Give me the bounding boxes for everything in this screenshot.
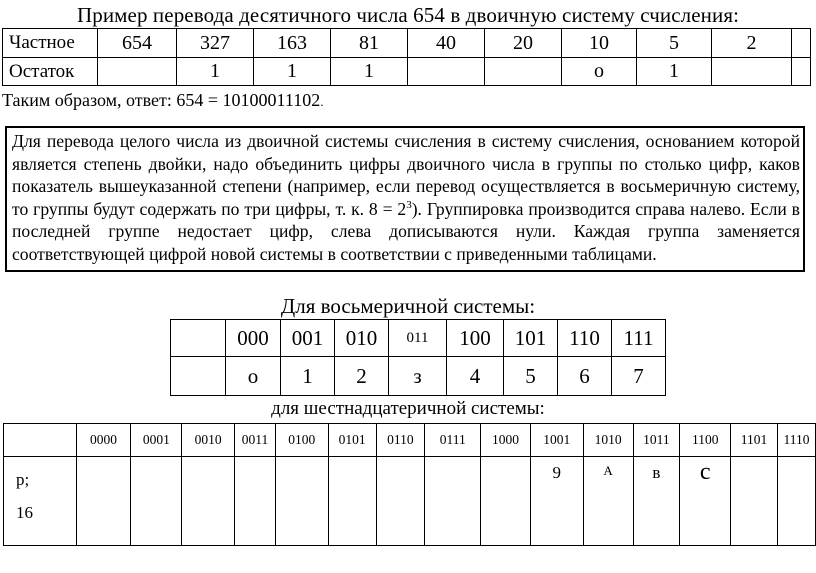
hex-heading: для шестнадцатеричной системы: — [271, 398, 545, 419]
answer-text: Таким образом, ответ: 654 = 10100011102 — [2, 90, 321, 110]
hex-digit-cell: с — [680, 457, 731, 546]
hex-label-line1: р; — [16, 470, 30, 489]
octal-label-cell — [171, 357, 226, 396]
hex-label-line2: 16 — [16, 503, 33, 522]
hex-digit-row — [4, 457, 816, 546]
remainder-cell — [485, 58, 562, 86]
octal-code-cell: 101 — [504, 320, 558, 357]
remainder-cell — [98, 58, 177, 86]
octal-digit-cell: 5 — [504, 357, 558, 396]
hex-digit-cell — [481, 457, 531, 546]
octal-digit-cell: 6 — [558, 357, 612, 396]
octal-digit-cell: з — [389, 357, 447, 396]
remainder-cell: о — [562, 58, 637, 86]
info-text-part2: ). Группировка производится справа налево. Если в последней группе недостает цифр, слева дописываются нули. Каждая группа заменяется соответствующей цифрой новой системы в соответствии с приведенными таблицами. — [12, 198, 800, 264]
division-table — [2, 28, 811, 86]
remainder-cell: 1 — [177, 58, 254, 86]
hex-code-cell: 1001 — [530, 424, 583, 457]
hex-code-cell: 0110 — [376, 424, 425, 457]
info-superscript: 3 — [406, 198, 412, 211]
hex-code-cell: 0001 — [131, 424, 182, 457]
quotient-row — [3, 29, 811, 58]
quotient-cell: 10 — [562, 29, 637, 58]
answer-line — [2, 90, 323, 111]
octal-heading: Для восьмеричной системы: — [280, 294, 536, 318]
hex-code-cell: 0000 — [76, 424, 131, 457]
octal-code-cell: 010 — [335, 320, 389, 357]
hex-code-cell: 1000 — [481, 424, 531, 457]
hex-digit-cell — [731, 457, 778, 546]
hex-code-cell: 0100 — [275, 424, 328, 457]
hex-code-row — [4, 424, 816, 457]
hex-digit-cell: в — [633, 457, 680, 546]
hex-digit-cell: 9 — [530, 457, 583, 546]
hex-table — [3, 423, 816, 546]
hex-code-cell: 0111 — [425, 424, 481, 457]
remainder-cell: 1 — [331, 58, 408, 86]
info-text-part1: Для перевода целого числа из двоичной системы счисления в систему счисления, основанием которой является степень двойки, надо объединить цифры двоичного числа в группы по столько цифр, каков показатель вышеуказанной степени (например, если перевод осуществляется в восьмеричную систему, то группы будут содержать по три цифры, т. к. 8 = 2 — [12, 131, 800, 219]
remainder-cell: 1 — [254, 58, 331, 86]
quotient-cell: 20 — [485, 29, 562, 58]
octal-code-cell: 001 — [281, 320, 335, 357]
octal-table — [170, 319, 666, 396]
octal-code-cell: 110 — [558, 320, 612, 357]
octal-digit-row — [171, 357, 666, 396]
answer-suffix: . — [320, 94, 324, 109]
octal-code-row — [171, 320, 666, 357]
hex-digit-cell — [76, 457, 131, 546]
hex-digit-cell — [131, 457, 182, 546]
octal-digit-cell: 7 — [612, 357, 666, 396]
quotient-cell: 163 — [254, 29, 331, 58]
quotient-cell — [792, 29, 811, 58]
hex-code-cell: 1010 — [583, 424, 633, 457]
remainder-cell — [792, 58, 811, 86]
octal-code-cell: 111 — [612, 320, 666, 357]
info-box — [5, 126, 805, 272]
hex-digit-cell — [235, 457, 276, 546]
hex-code-cell: 1011 — [633, 424, 680, 457]
hex-digit-cell — [777, 457, 815, 546]
remainder-cell: 1 — [637, 58, 712, 86]
hex-code-cell: 1101 — [731, 424, 778, 457]
hex-digit-cell: А — [583, 457, 633, 546]
quotient-cell: 2 — [712, 29, 792, 58]
octal-label-cell — [171, 320, 226, 357]
hex-digit-cell — [275, 457, 328, 546]
octal-digit-cell: 2 — [335, 357, 389, 396]
quotient-cell: 5 — [637, 29, 712, 58]
quotient-cell: 327 — [177, 29, 254, 58]
octal-digit-cell: 4 — [447, 357, 504, 396]
octal-code-cell: 011 — [389, 320, 447, 357]
hex-label-cell — [4, 424, 77, 457]
hex-digit-cell — [182, 457, 235, 546]
quotient-label: Частное — [3, 29, 98, 58]
octal-digit-cell: 1 — [281, 357, 335, 396]
hex-code-cell: 0011 — [235, 424, 276, 457]
octal-code-cell: 100 — [447, 320, 504, 357]
quotient-cell: 654 — [98, 29, 177, 58]
page-title: Пример перевода десятичного числа 654 в двоичную систему счисления: — [76, 3, 740, 27]
remainder-row — [3, 58, 811, 86]
hex-digit-cell — [376, 457, 425, 546]
quotient-cell: 81 — [331, 29, 408, 58]
octal-digit-cell: о — [226, 357, 281, 396]
octal-code-cell: 000 — [226, 320, 281, 357]
remainder-cell — [408, 58, 485, 86]
hex-label-cell — [4, 457, 77, 546]
hex-code-cell: 0010 — [182, 424, 235, 457]
hex-code-cell: 0101 — [328, 424, 376, 457]
remainder-label: Остаток — [3, 58, 98, 86]
hex-digit-cell — [328, 457, 376, 546]
hex-digit-cell — [425, 457, 481, 546]
quotient-cell: 40 — [408, 29, 485, 58]
hex-code-cell: 1100 — [680, 424, 731, 457]
remainder-cell — [712, 58, 792, 86]
hex-code-cell: 1110 — [777, 424, 815, 457]
